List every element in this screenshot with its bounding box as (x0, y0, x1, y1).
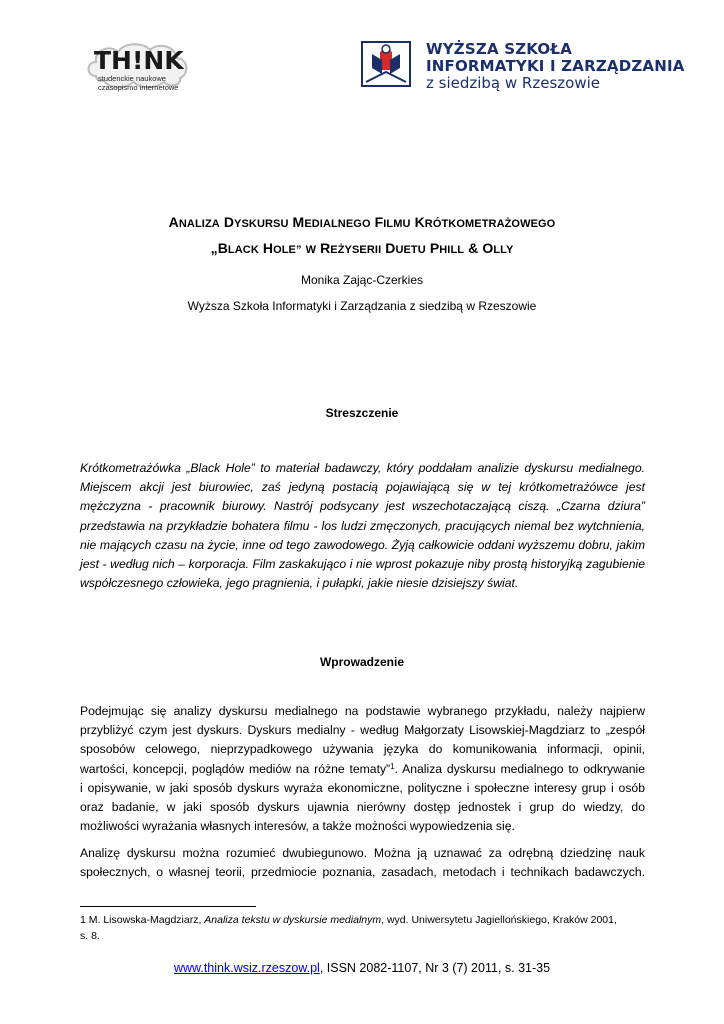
title-word (415, 214, 556, 230)
title-word-rest: W (305, 244, 317, 256)
title-word-initial: M (292, 214, 305, 230)
title-word (224, 214, 289, 230)
paragraph-text: wartości, koncepcji, poglądów mediów na różne tematy” (80, 761, 391, 776)
affiliation: Wyższa Szkoła Informatyki i Zarządzania z siedzibą w Rzeszowie (187, 299, 537, 313)
abstract-line: Krótkometrażówka „Black Hole” to materiał badawczy, który poddałam analizie dyskursu medialnego. (80, 461, 645, 475)
footnote-ref[interactable]: 1 (390, 761, 395, 771)
title-word-initial: O (482, 240, 494, 256)
wsiz-name (426, 41, 685, 92)
footnote-text: , wyd. Uniwersytetu Jagiellońskiego, Kraków 2001, (381, 914, 617, 926)
paragraph-line: przybliżyć czym jest dyskurs. Dyskurs medialny - według Małgorzaty Lisowskiej-Magdziarz to „zespół (80, 723, 645, 738)
footnote-divider (80, 906, 256, 907)
title-word-initial: A (168, 214, 179, 230)
wsiz-line3: z siedzibą w Rzeszowie (426, 74, 600, 92)
title-word-rest: UETU (395, 244, 426, 256)
footnote-line1 (80, 912, 645, 928)
title-word (430, 240, 464, 256)
title-word-rest: EDIALNEGO (304, 218, 371, 230)
introduction-heading: Wprowadzenie (319, 655, 404, 669)
wsiz-line1: WYŻSZA SZKOŁA (426, 40, 573, 58)
title-word (320, 240, 381, 256)
title-word-initial: F (374, 214, 384, 230)
paragraph-line: i opisywanie, w jaki sposób dyskurs wyraża ekonomiczne, polityczne i społeczne interesy grup i osób (80, 780, 645, 795)
title-word-rest: LACK (227, 244, 259, 256)
title-word-rest: ILMU (383, 218, 411, 230)
paragraph-line: Analizę dyskursu można rozumieć dwubiegunowo. Można ją uznawać za odrębną dziedzinę nauk (80, 846, 645, 860)
title-word-initial: D (385, 240, 396, 256)
footer-citation: , ISSN 2082-1107, Nr 3 (7) 2011, s. 31-35 (319, 961, 551, 975)
abstract-line: jest - według nich – korporacja. Film zaskakująco i nie wprost pokazuje niby prostą historyjką zagubienie (80, 556, 645, 571)
footnote (80, 912, 645, 944)
abstract-line: nie mających czasu na życie, inne od tego zawodowego. Żyją całkowicie oddani wyższemu dobru, jakim (80, 537, 645, 552)
journal-link[interactable]: www.think.wsiz.rzeszow.pl (173, 961, 320, 975)
page-footer (0, 961, 724, 975)
title-line1 (60, 214, 664, 230)
paragraph-line: możliwości wyrażania własnych interesów, a także możności wypowiedzenia się. (80, 819, 515, 834)
paragraph-line: społecznych, o własnej teorii, przedmiocie poznania, zasadach, metodach i technikach badawczych. (80, 865, 645, 880)
title-word (211, 240, 259, 256)
think-subtitle-line2: czasopismo internetowe (98, 82, 179, 92)
think-subtitle (98, 75, 178, 92)
title-word-rest: HILL (439, 244, 465, 256)
title-word (375, 214, 411, 230)
abstract-line: przedstawia na przykładzie bohatera filmu - los ludzi zmęczonych, pracujących niemal bez wytchnienia, (80, 518, 645, 533)
title-word-rest: EŻYSERII (330, 244, 382, 256)
paragraph-line (80, 760, 645, 779)
title-word-rest: OLE” (273, 244, 302, 256)
title-word (306, 240, 316, 256)
title-word (263, 240, 302, 256)
think-subtitle-line1: studenckie naukowe (98, 74, 166, 83)
title-word-initial: R (320, 240, 331, 256)
footnote-text: 1 M. Lisowska-Magdziarz, (80, 914, 205, 926)
footnote-line2: s. 8. (80, 930, 100, 942)
abstract-line: Miejscem akcji jest biurowiec, zaś jedyną postacią pojawiającą się w tej krótkometrażówce jest (80, 480, 645, 495)
title-word-initial: K (414, 214, 425, 230)
title-word (482, 240, 513, 256)
title-word (385, 240, 426, 256)
introduction-paragraph-1 (80, 702, 645, 836)
think-logo (84, 40, 194, 98)
title-word-rest: LLY (493, 244, 514, 256)
wsiz-line2: INFORMATYKI I ZARZĄDZANIA (426, 57, 685, 75)
abstract-line: współczesnego człowieka, jego pragnienia, i pułapki, jakie niesie dzisiejszy świat. (80, 576, 519, 591)
university-emblem-icon (358, 40, 414, 90)
abstract-heading: Streszczenie (325, 406, 399, 420)
title-word-initial: & (468, 240, 479, 256)
title-word-rest: RÓTKOMETRAŻOWEGO (424, 218, 556, 230)
abstract-text (80, 459, 645, 593)
think-wordmark: TH!NK (94, 46, 184, 75)
author: Monika Zając-Czerkies (300, 273, 424, 287)
paragraph-line: sposobów celowego, nieprzypadkowego używania języka do komunikowania informacji, opinii, (80, 742, 645, 757)
wsiz-logo (358, 40, 685, 96)
title-word-initial: D (223, 214, 235, 230)
title-word-initial: P (429, 240, 440, 256)
paragraph-text: . Analiza dyskursu medialnego to odkrywanie (394, 761, 645, 776)
title-word-rest: NALIZA (178, 218, 220, 230)
paragraph-line: oraz badanie, w jaki sposób dyskurs ujawnia nierówny dostęp jednostek i grup do wiedzy, do (80, 799, 645, 814)
title-word (293, 214, 371, 230)
abstract-line: mężczyzna - pracownik biurowy. Nastrój podsycany jest wszechotaczającą ciszą. „Czarna dziura” (80, 499, 645, 514)
footnote-book-title: Analiza tekstu w dyskursie medialnym (204, 914, 382, 926)
title-line2 (60, 240, 664, 256)
title-word-rest: YSKURSU (234, 218, 289, 230)
title-word-initial: H (262, 240, 274, 256)
title-word (169, 214, 220, 230)
introduction-paragraph-2 (80, 844, 645, 882)
title-word (468, 240, 478, 256)
title-word-initial: „B (210, 240, 228, 256)
paragraph-line: Podejmując się analizy dyskursu medialnego na podstawie wybranego przykładu, należy najpierw (80, 704, 645, 718)
